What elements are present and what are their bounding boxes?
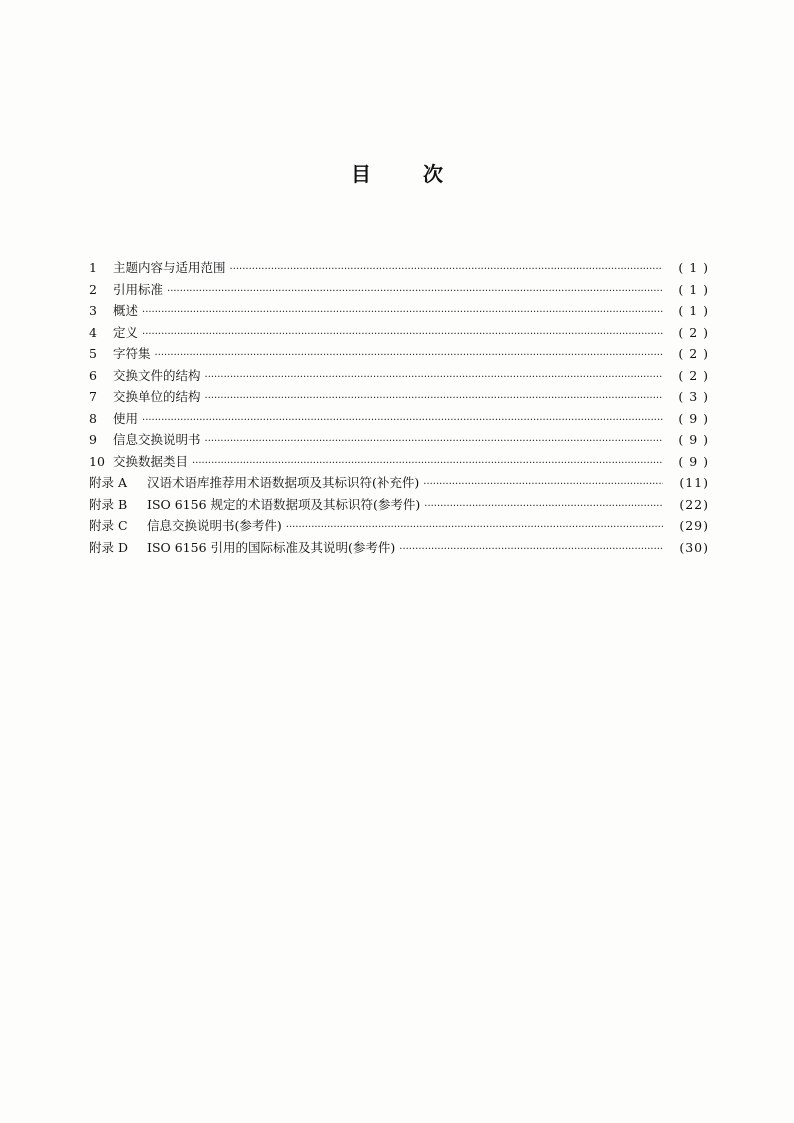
toc-entry[interactable]	[89, 322, 709, 344]
toc-entry[interactable]	[89, 257, 709, 279]
toc-page-number: ( 9 )	[678, 432, 709, 447]
toc-title: 交换单位的结构	[113, 389, 201, 404]
toc-entry[interactable]	[89, 343, 709, 365]
toc-title: 字符集	[113, 346, 151, 361]
toc-leader-dots	[155, 345, 663, 367]
toc-title: ISO 6156 规定的术语数据项及其标识符(参考件)	[147, 496, 421, 512]
toc-leader-dots	[230, 259, 663, 281]
toc-leader-dots	[424, 496, 663, 518]
toc-page-number: ( 2 )	[678, 367, 709, 383]
toc-leader-dots	[142, 410, 663, 432]
toc-leader-dots	[423, 474, 663, 496]
toc-leader-dots	[142, 324, 663, 346]
toc-page-number: (29)	[679, 518, 709, 533]
toc-title: 主题内容与适用范围	[113, 260, 226, 275]
toc-leader-dots	[205, 431, 663, 453]
toc-title: 汉语术语库推荐用术语数据项及其标识符(补充件)	[147, 475, 420, 490]
toc-number: 6	[89, 367, 97, 383]
title-char: 次	[423, 162, 443, 186]
toc-number: 8	[89, 410, 97, 426]
toc-title: 交换数据类目	[113, 453, 189, 469]
toc-number: 附录 B	[89, 496, 128, 512]
toc-page-number: ( 2 )	[678, 324, 709, 340]
toc-entry[interactable]	[89, 365, 709, 387]
toc-title: 信息交换说明书(参考件)	[147, 518, 282, 533]
toc-title: ISO 6156 引用的国际标准及其说明(参考件)	[147, 539, 396, 555]
toc-number: 2	[89, 281, 97, 297]
toc-number: 5	[89, 346, 97, 361]
toc-page-number: ( 1 )	[678, 260, 709, 275]
toc-leader-dots	[286, 517, 663, 539]
toc-page-number: (22)	[679, 496, 709, 512]
table-of-contents	[89, 257, 709, 558]
toc-title: 概述	[113, 303, 139, 318]
toc-page-number: (11)	[679, 475, 709, 490]
toc-number: 1	[89, 260, 97, 275]
toc-page-number: ( 1 )	[678, 303, 709, 318]
toc-page-number: ( 3 )	[678, 389, 709, 404]
toc-leader-dots	[167, 281, 663, 303]
toc-number: 附录 C	[89, 518, 128, 533]
toc-leader-dots	[399, 539, 663, 561]
toc-title: 使用	[113, 410, 139, 426]
toc-entry-appendix[interactable]	[89, 494, 709, 516]
toc-page-number: (30)	[679, 539, 709, 555]
toc-number: 附录 D	[89, 539, 128, 555]
toc-title: 引用标准	[113, 281, 164, 297]
toc-leader-dots	[142, 302, 663, 324]
toc-number: 3	[89, 303, 97, 318]
toc-title: 定义	[113, 324, 139, 340]
toc-entry-appendix[interactable]	[89, 472, 709, 494]
toc-entry[interactable]	[89, 408, 709, 430]
title-char: 目	[351, 162, 371, 186]
toc-number: 7	[89, 389, 97, 404]
toc-leader-dots	[205, 388, 663, 410]
toc-number: 附录 A	[89, 475, 128, 490]
toc-title: 交换文件的结构	[113, 367, 201, 383]
toc-leader-dots	[205, 367, 663, 389]
toc-page-number: ( 9 )	[678, 453, 709, 469]
toc-entry-appendix[interactable]	[89, 515, 709, 537]
toc-page-number: ( 9 )	[678, 410, 709, 426]
toc-entry[interactable]	[89, 300, 709, 322]
toc-number: 9	[89, 432, 97, 447]
toc-page-number: ( 1 )	[678, 281, 709, 297]
toc-title: 信息交换说明书	[113, 432, 201, 447]
toc-entry[interactable]	[89, 429, 709, 451]
toc-page-number: ( 2 )	[678, 346, 709, 361]
toc-entry[interactable]	[89, 451, 709, 473]
toc-number: 4	[89, 324, 97, 340]
page-title	[0, 158, 794, 187]
toc-entry-appendix[interactable]	[89, 537, 709, 559]
toc-entry[interactable]	[89, 386, 709, 408]
toc-number: 10	[89, 453, 105, 469]
toc-entry[interactable]	[89, 279, 709, 301]
toc-leader-dots	[192, 453, 663, 475]
